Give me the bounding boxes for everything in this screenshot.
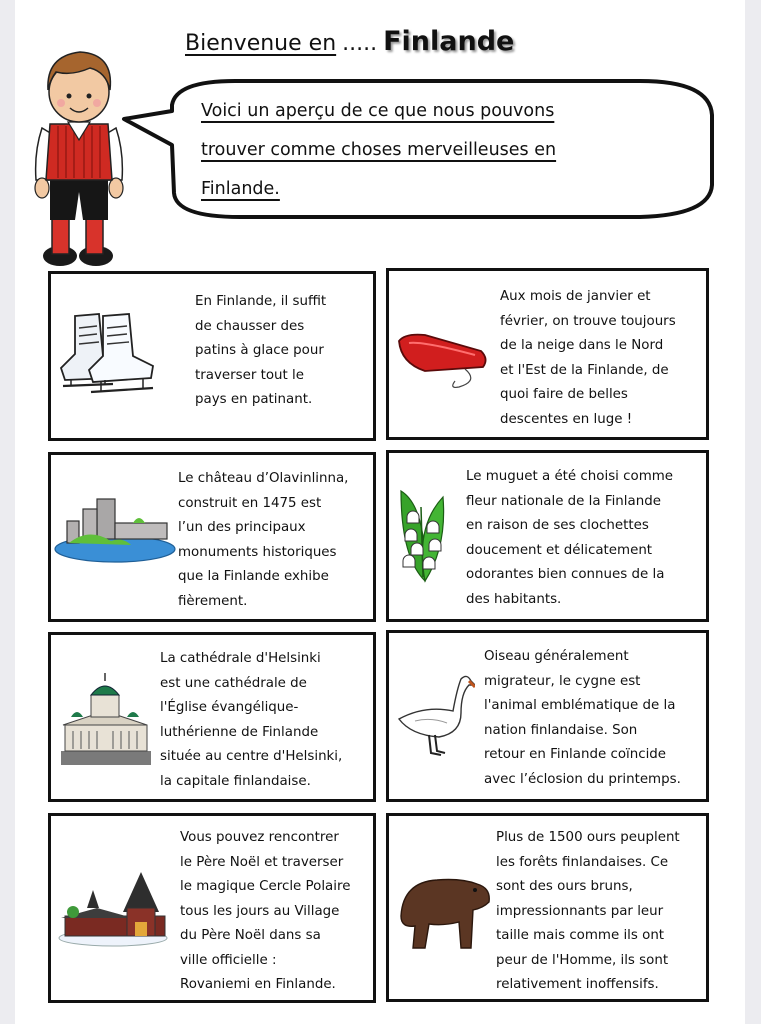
- title-part1: Bienvenue en: [185, 31, 337, 56]
- sled-icon: [395, 329, 491, 393]
- info-card-sled: [386, 268, 709, 440]
- card-text: Le muguet a été choisi comme fleur nationale de la Finlande en raison de ses clochettes doucement et délicatement odorantes bien connues de la des habitants.: [466, 469, 674, 607]
- card-text: Le château d’Olavinlinna, construit en 1475 est l’un des principaux monuments historiques que la Finlande exhibe fièrement.: [178, 471, 349, 609]
- card-text: En Finlande, il suffit de chausser des patins à glace pour traverser tout le pays en patinant.: [195, 294, 327, 407]
- title-dots: .....: [342, 31, 378, 56]
- bubble-line: trouver comme choses merveilleuses en: [201, 140, 557, 160]
- card-text: Aux mois de janvier et février, on trouve toujours de la neige dans le Nord et l'Est de la Finlande, de quoi faire de belles descentes en luge !: [500, 289, 676, 427]
- card-text: Oiseau généralement migrateur, le cygne est l'animal emblématique de la nation finlandaise. Son retour en Finlande coïncide avec l’éclosion du printemps.: [484, 649, 681, 787]
- boy-character-icon: [28, 42, 130, 268]
- info-card-santa-village: [48, 813, 376, 1003]
- info-card-lily: [386, 450, 709, 622]
- bear-icon: [397, 872, 493, 952]
- info-card-cathedral: [48, 632, 376, 802]
- info-card-castle: [48, 452, 376, 622]
- info-card-swan: [386, 630, 709, 802]
- bubble-line: Voici un aperçu de ce que nous pouvons: [201, 101, 555, 121]
- info-card-skates: [48, 271, 376, 441]
- lily-of-the-valley-icon: [397, 487, 449, 585]
- card-text: Vous pouvez rencontrer le Père Noël et traverser le magique Cercle Polaire tous les jours au Village du Père Noël dans sa ville officielle : Rovaniemi en Finlande.: [180, 830, 351, 992]
- card-text: Plus de 1500 ours peuplent les forêts finlandaises. Ce sont des ours bruns, impressionnants par leur taille mais comme ils ont peur de l'Homme, ils sont relativement inoffensifs.: [496, 830, 680, 992]
- page-title: [185, 26, 514, 57]
- santa-village-icon: [57, 872, 171, 950]
- card-text: La cathédrale d'Helsinki est une cathédrale de l'Église évangélique- luthérienne de Finlande située au centre d'Helsinki, la capitale finlandaise.: [160, 651, 343, 789]
- bubble-line: Finlande.: [201, 179, 280, 199]
- cathedral-icon: [57, 673, 153, 769]
- speech-bubble-text: [201, 92, 651, 209]
- ice-skates-icon: [57, 308, 175, 400]
- castle-icon: [53, 493, 177, 565]
- title-country: Finlande: [383, 26, 515, 57]
- info-card-bear: [386, 813, 709, 1002]
- swan-icon: [395, 669, 475, 761]
